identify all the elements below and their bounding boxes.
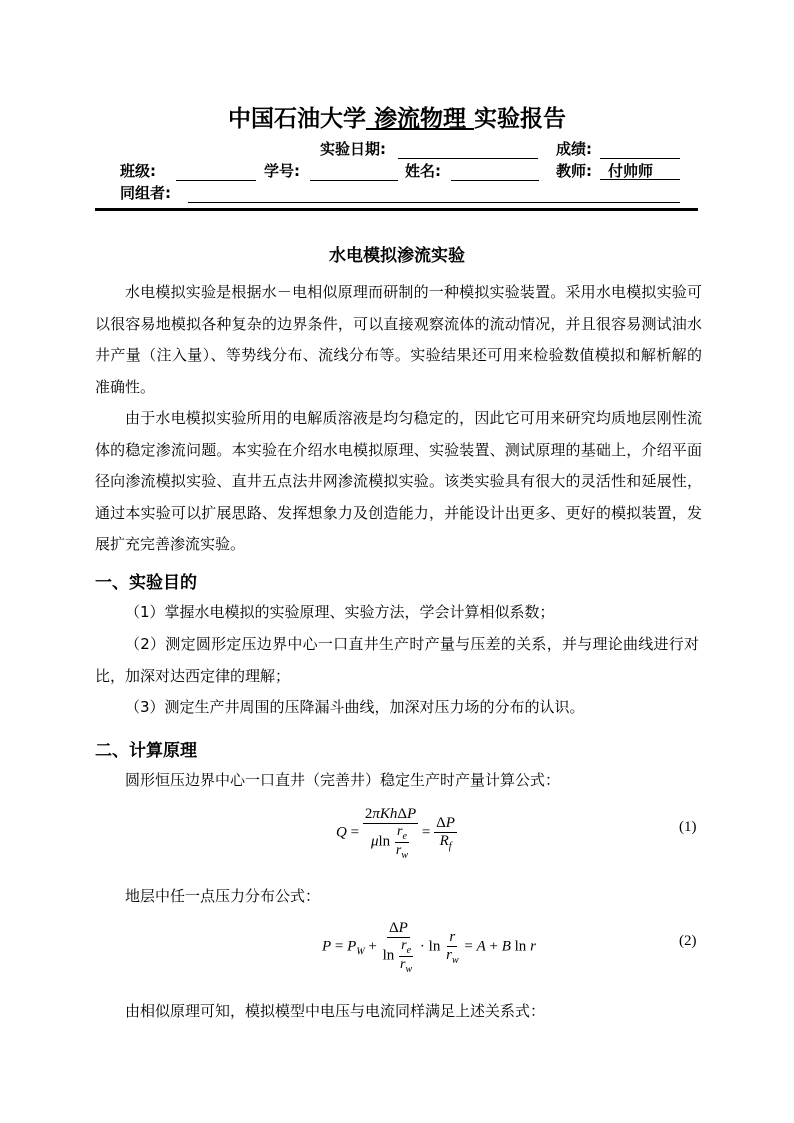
student-id-label: 学号: bbox=[264, 162, 300, 180]
principle-text: 圆形恒压边界中心一口直井（完善井）稳定生产时产量计算公式： bbox=[125, 771, 561, 789]
objective-item: （1）掌握水电模拟的实验原理、实验方法，学会计算相似系数； bbox=[125, 603, 555, 621]
group-label: 同组者: bbox=[120, 184, 171, 202]
teacher-field[interactable]: 付帅师 bbox=[600, 160, 680, 180]
teacher-label: 教师: bbox=[556, 162, 592, 180]
exp-date-label: 实验日期: bbox=[320, 140, 386, 158]
exp-date-field[interactable] bbox=[398, 138, 538, 159]
equation-number: (2) bbox=[679, 933, 697, 949]
equation-number: (1) bbox=[679, 819, 697, 835]
course-name: 渗流物理 bbox=[374, 106, 466, 132]
intro-paragraph: 由于水电模拟实验所用的电解质溶液是均匀稳定的，因此它可用来研究均质地层刚性流体的稳定渗流问题。本实验在介绍水电模拟原理、实验装置、测试原理的基础上，介绍平面径向渗流模拟实验、直井五点法井网渗流模拟实验。该类实验具有很大的灵活性和延展性，通过本实验可以扩展思路、发挥想象力及创造能力，并能设计出更多、更好的模拟装置，发展扩充完善渗流实验。 bbox=[95, 409, 702, 553]
class-label: 班级: bbox=[120, 162, 156, 180]
intro-paragraph: 水电模拟实验是根据水－电相似原理而研制的一种模拟实验装置。采用水电模拟实验可以很容易地模拟各种复杂的边界条件，可以直接观察流体的流动情况，并且很容易测试油水井产量（注入量）、等势线分布、流线分布等。实验结果还可用来检验数值模拟和解析解的准确性。 bbox=[95, 283, 702, 396]
header-divider bbox=[95, 208, 698, 211]
objective-item: （2）测定圆形定压边界中心一口直井生产时产量与压差的关系，并与理论曲线进行对比，加深对达西定律的理解； bbox=[95, 635, 699, 685]
principle-text: 由相似原理可知，模拟模型中电压与电流同样满足上述关系式： bbox=[125, 1002, 546, 1020]
section-heading: 二、计算原理 bbox=[95, 741, 197, 761]
section-heading: 一、实验目的 bbox=[95, 573, 197, 593]
equation-2: $P = P_W$ + ΔP ln $\frac{r_e}{r_w}$ · ln $\frac{r}{r_w}$ = A + B ln r bbox=[322, 920, 536, 975]
name-field[interactable] bbox=[451, 160, 539, 181]
name-label: 姓名: bbox=[405, 162, 441, 180]
score-label: 成绩: bbox=[556, 140, 592, 158]
class-field[interactable] bbox=[176, 160, 256, 181]
report-title: 中国石油大学 渗流物理 实验报告 bbox=[227, 106, 567, 132]
student-id-field[interactable] bbox=[310, 160, 398, 181]
equation-1: Q = 2πKhΔP μln $\frac{r_e}{r_w}$ = $\frac{\Delta P}{R_f}$ bbox=[336, 806, 455, 861]
score-field[interactable] bbox=[600, 138, 680, 159]
intro-text bbox=[95, 277, 702, 561]
doc-title: 水电模拟渗流实验 bbox=[329, 246, 465, 266]
objective-item: （3）测定生产井周围的压降漏斗曲线，加深对压力场的分布的认识。 bbox=[125, 698, 585, 716]
principle-text: 地层中任一点压力分布公式： bbox=[125, 887, 321, 905]
group-field[interactable] bbox=[188, 182, 680, 203]
